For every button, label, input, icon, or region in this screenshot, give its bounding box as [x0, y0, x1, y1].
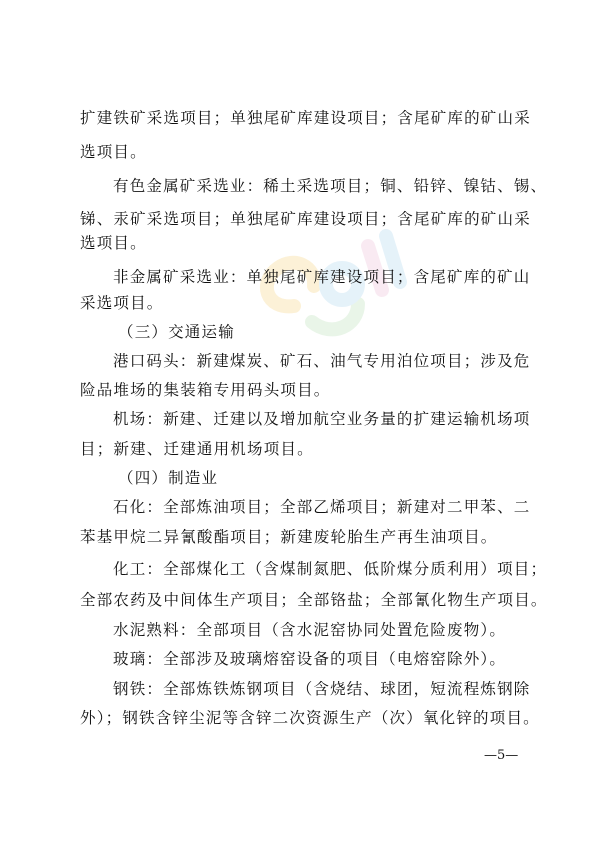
text-line-10: 险品堆场的集装箱专用码头项目。 — [80, 381, 331, 399]
section-heading-transport: （三）交通运输 — [118, 323, 235, 341]
text-line-4: 锑、汞矿采选项目；单独尾矿库建设项目；含尾矿库的矿山采 — [80, 210, 531, 228]
text-line-16: 化工：全部煤化工（含煤制氮肥、低阶煤分质利用）项目； — [113, 560, 548, 578]
text-line-7: 采选项目。 — [80, 294, 164, 312]
text-line-18: 水泥熟料：全部项目（含水泥窑协同处置危险废物）。 — [113, 621, 507, 639]
text-line-14: 石化：全部炼油项目；全部乙烯项目；新建对二甲苯、二 — [113, 498, 531, 516]
text-line-3: 有色金属矿采选业：稀土采选项目；铜、铅锌、镍钴、锡、 — [113, 177, 548, 195]
text-line-6: 非金属矿采选业：单独尾矿库建设项目；含尾矿库的矿山 — [113, 268, 531, 286]
text-line-11: 机场：新建、迁建以及增加航空业务量的扩建运输机场项 — [113, 410, 531, 428]
text-line-21: 外）；钢铁含锌尘泥等含锌二次资源生产（次）氧化锌的项目。 — [80, 709, 540, 727]
text-line-9: 港口码头：新建煤炭、矿石、油气专用泊位项目；涉及危 — [113, 352, 531, 370]
text-line-2: 选项目。 — [80, 143, 147, 161]
text-line-5: 选项目。 — [80, 234, 147, 252]
text-line-19: 玻璃：全部涉及玻璃熔窑设备的项目（电熔窑除外）。 — [113, 650, 507, 668]
text-line-15: 苯基甲烷二异氰酸酯项目；新建废轮胎生产再生油项目。 — [80, 528, 498, 546]
section-heading-manufacturing: （四）制造业 — [118, 469, 219, 487]
text-line-12: 目；新建、迁建通用机场项目。 — [80, 440, 314, 458]
page-number: —5— — [484, 748, 519, 763]
text-line-1: 扩建铁矿采选项目；单独尾矿库建设项目；含尾矿库的矿山采 — [80, 109, 531, 127]
text-line-17: 全部农药及中间体生产项目；全部铬盐；全部氰化物生产项目。 — [80, 591, 548, 609]
text-line-20: 钢铁：全部炼铁炼钢项目（含烧结、球团，短流程炼钢除 — [113, 680, 531, 698]
